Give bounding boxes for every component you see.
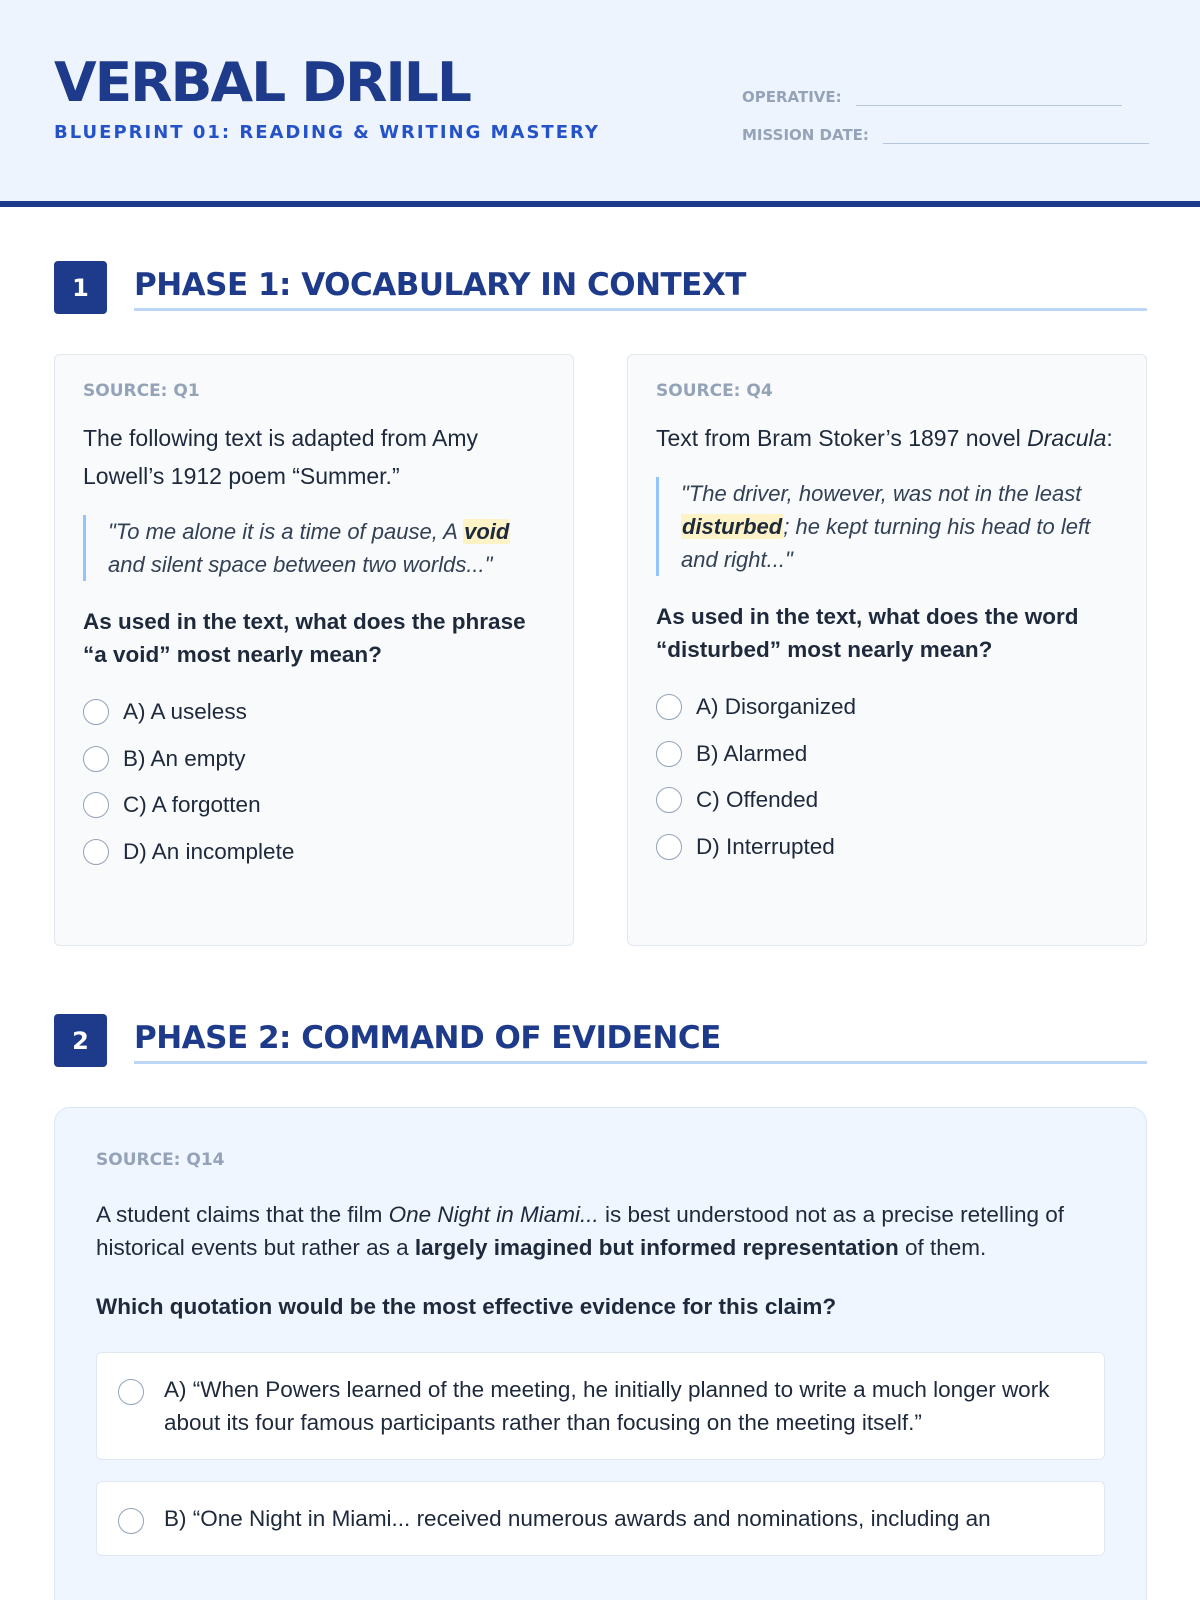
quote-text: "The driver, however, was not in the least bbox=[681, 481, 1082, 506]
mission-date-blank-line[interactable] bbox=[883, 124, 1149, 144]
passage-quote bbox=[656, 477, 1118, 576]
question-prompt: As used in the text, what does the word “disturbed” most nearly mean? bbox=[656, 604, 1079, 662]
phase-1-heading bbox=[54, 261, 1147, 315]
film-title: One Night in Miami... bbox=[388, 1202, 599, 1227]
passage-quote bbox=[83, 515, 545, 581]
option-label: C) Offended bbox=[696, 787, 819, 813]
operative-field-row bbox=[742, 86, 1122, 106]
highlighted-word: void bbox=[464, 519, 510, 544]
option-label: A) Disorganized bbox=[696, 694, 857, 720]
claim-emphasis: largely imagined but informed representation bbox=[414, 1235, 899, 1260]
option-label: D) An incomplete bbox=[123, 838, 295, 864]
intro-text: Text from Bram Stoker’s 1897 novel bbox=[656, 425, 1028, 451]
operative-label: OPERATIVE: bbox=[742, 88, 842, 106]
claim-part: A student claims that the film bbox=[96, 1202, 389, 1227]
radio-button[interactable] bbox=[118, 1508, 144, 1534]
radio-button[interactable] bbox=[118, 1379, 144, 1405]
question-card-q1 bbox=[54, 354, 574, 946]
option-label: A) A useless bbox=[123, 699, 247, 725]
answer-option-d[interactable] bbox=[656, 824, 1118, 871]
novel-title: Dracula bbox=[1027, 425, 1107, 451]
question-card-q14 bbox=[54, 1107, 1147, 1600]
radio-button[interactable] bbox=[656, 694, 682, 720]
highlighted-word: disturbed bbox=[682, 514, 783, 539]
quote-text: "To me alone it is a time of pause, A bbox=[108, 519, 464, 544]
radio-button[interactable] bbox=[656, 834, 682, 860]
source-label: SOURCE: Q14 bbox=[96, 1150, 225, 1170]
quote-text: and silent space between two worlds..." bbox=[108, 552, 493, 577]
option-label: A) “When Powers learned of the meeting, he initially planned to write a much longer work about its four famous participants rather than focusing on the meeting itself.” bbox=[164, 1377, 1050, 1435]
phase-divider bbox=[134, 308, 1147, 311]
evidence-option-a[interactable] bbox=[96, 1352, 1105, 1460]
worksheet-title: VERBAL DRILL bbox=[54, 51, 470, 114]
radio-button[interactable] bbox=[83, 699, 109, 725]
question-prompt: Which quotation would be the most effective evidence for this claim? bbox=[96, 1294, 837, 1319]
intro-text: : bbox=[1106, 425, 1113, 451]
worksheet-subtitle: BLUEPRINT 01: READING & WRITING MASTERY bbox=[54, 122, 600, 143]
phase-title: PHASE 2: COMMAND OF EVIDENCE bbox=[134, 1020, 721, 1056]
option-label: B) “One Night in Miami... received numerous awards and nominations, including an bbox=[164, 1506, 991, 1531]
phase-number-badge: 1 bbox=[54, 261, 107, 314]
worksheet-header bbox=[0, 0, 1200, 207]
operative-blank-line[interactable] bbox=[856, 86, 1122, 106]
phase-2-heading bbox=[54, 1014, 1147, 1068]
answer-option-b[interactable] bbox=[656, 731, 1118, 778]
phase-number-badge: 2 bbox=[54, 1014, 107, 1067]
claim-part: is best understood not as a precise retelling of historical events but rather as a bbox=[96, 1202, 1064, 1260]
claim-part: of them. bbox=[898, 1235, 987, 1260]
phase-divider bbox=[134, 1061, 1147, 1064]
radio-button[interactable] bbox=[83, 839, 109, 865]
passage-intro: The following text is adapted from Amy Lowell’s 1912 poem “Summer.” bbox=[83, 425, 479, 489]
mission-date-label: MISSION DATE: bbox=[742, 126, 869, 144]
answer-option-a[interactable] bbox=[656, 684, 1118, 731]
passage-intro bbox=[656, 419, 1118, 457]
question-card-q4 bbox=[627, 354, 1147, 946]
radio-button[interactable] bbox=[83, 746, 109, 772]
quote-text: ; he kept turning his head to left and right..." bbox=[681, 514, 1091, 572]
option-label: B) An empty bbox=[123, 745, 246, 771]
answer-options bbox=[656, 684, 1118, 870]
radio-button[interactable] bbox=[83, 792, 109, 818]
answer-options bbox=[83, 689, 545, 875]
answer-option-b[interactable] bbox=[83, 736, 545, 783]
answer-option-c[interactable] bbox=[83, 782, 545, 829]
radio-button[interactable] bbox=[656, 787, 682, 813]
option-label: B) Alarmed bbox=[696, 740, 808, 766]
mission-date-field-row bbox=[742, 124, 1149, 144]
claim-text bbox=[96, 1198, 1105, 1264]
question-prompt: As used in the text, what does the phrase “a void” most nearly mean? bbox=[83, 609, 526, 667]
answer-option-a[interactable] bbox=[83, 689, 545, 736]
answer-option-c[interactable] bbox=[656, 777, 1118, 824]
source-label: SOURCE: Q4 bbox=[656, 381, 773, 401]
answer-option-d[interactable] bbox=[83, 829, 545, 876]
phase-title: PHASE 1: VOCABULARY IN CONTEXT bbox=[134, 267, 746, 303]
option-label: D) Interrupted bbox=[696, 833, 835, 859]
source-label: SOURCE: Q1 bbox=[83, 381, 200, 401]
evidence-option-b[interactable] bbox=[96, 1481, 1105, 1556]
option-label: C) A forgotten bbox=[123, 792, 261, 818]
radio-button[interactable] bbox=[656, 741, 682, 767]
